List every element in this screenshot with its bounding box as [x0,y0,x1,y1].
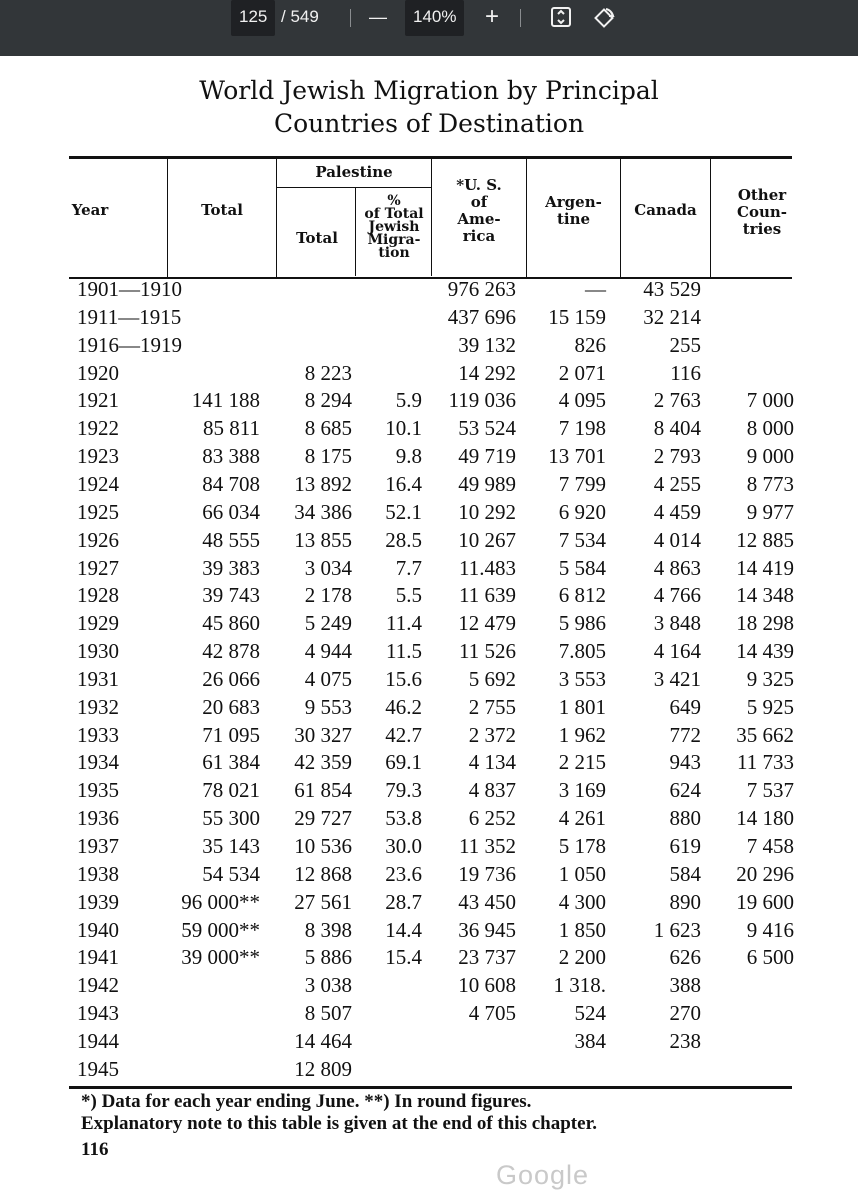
row-year: 1928 [77,583,119,608]
header-year: Year [71,201,109,219]
table-cell-argentine: 5 584 [558,555,606,580]
header-palestine-percent: % of Total Jewish Migra- tion [364,193,424,261]
table-cell-argentine: 1 962 [558,722,606,747]
table-cell-pal-pct: 69.1 [385,750,422,775]
row-year: 1932 [77,694,119,719]
table-cell-argentine: 524 [574,1001,606,1026]
table-cell-pal-total: 30 327 [294,722,352,747]
table-cell-pal-pct: 5.5 [395,583,422,608]
header-us: *U. S. of Ame- rica [456,176,502,245]
table-cell-other: 7 458 [746,834,794,858]
table-cell-canada: 270 [669,1001,701,1026]
table-cell-argentine: 4 261 [558,806,606,831]
row-year: 1926 [77,527,119,552]
table-cell-pal-total: 13 892 [294,471,352,496]
table-cell-pal-total: 8 175 [304,444,352,469]
table-cell-argentine: 4 095 [558,388,606,413]
row-year: 1940 [77,917,119,942]
header-palestine: Palestine [315,163,393,181]
row-year: 1936 [77,806,119,831]
table-cell-argentine: 13 701 [548,444,606,469]
page-number: 116 [81,1139,109,1160]
table-cell-other: 14 348 [736,583,794,608]
table-cell-canada: 619 [669,834,701,858]
table-cell-total: 96 000** [181,889,260,914]
table-cell-other [654,1000,794,1027]
table-cell-other: 7 537 [746,778,794,803]
table-cell-pal-pct: 16.4 [385,471,422,496]
table-cell-other: 9 325 [746,666,794,691]
table-cell-total: 141 188 [191,388,260,413]
table-cell-us: 14 292 [458,360,516,385]
header-total: Total [201,201,243,219]
table-cell-canada: 8 404 [653,416,701,441]
table-cell-canada: 43 529 [643,277,701,301]
table-cell-pal-pct: 11.5 [386,639,422,664]
table-cell-pal-total: 12 809 [294,1056,352,1081]
table-cell-argentine: 1 050 [558,861,606,886]
table-cell-pal-total: 42 359 [294,750,352,775]
document-title-line2: Countries of Destination [273,109,585,138]
table-cell-other: 19 600 [736,889,794,914]
table-bottom-rule [69,1086,792,1089]
row-year: 1924 [77,471,119,496]
pdf-toolbar [0,0,858,56]
table-cell-canada: 584 [669,861,701,886]
column-divider [167,158,168,278]
table-cell-canada: 4 164 [653,639,701,664]
row-year: 1942 [77,973,119,998]
row-year: 1934 [77,750,119,775]
table-cell-pal-pct: 46.2 [385,694,422,719]
table-cell-pal-total: 34 386 [294,499,352,524]
table-cell-other: 18 298 [736,611,794,636]
table-cell-us: 10 608 [458,973,516,998]
table-cell-total: 39 383 [202,555,260,580]
table-cell-pal-pct: 53.8 [385,806,422,831]
table-cell-canada: 649 [669,694,701,719]
table-cell-total: 55 300 [202,806,260,831]
row-year: 1920 [77,360,119,385]
table-cell-pal-total: 5 249 [304,611,352,636]
table-cell-pal-pct: 10.1 [385,416,422,441]
table-cell-canada: 116 [670,360,701,385]
table-cell-argentine: 6 812 [558,583,606,608]
table-cell-pal-total: 14 464 [294,1028,352,1053]
row-year: 1941 [77,945,119,970]
table-cell-us: 49 719 [458,444,516,469]
table-cell-canada: 943 [669,750,701,775]
table-cell-other: 11 733 [737,750,794,775]
table-cell-total: 83 388 [202,444,260,469]
table-cell-pal-total: 8 507 [304,1001,352,1026]
row-year: 1933 [77,722,119,747]
table-cell-canada: 238 [669,1028,701,1053]
table-cell-pal-total: 29 727 [294,806,352,831]
table-cell-pal-total: 8 294 [304,388,352,413]
row-year: 1922 [77,416,119,441]
row-year: 1944 [77,1028,119,1053]
table-cell-argentine: 15 159 [548,304,606,329]
table-cell-us: 19 736 [458,861,516,886]
table-cell-argentine: 7.805 [558,639,606,664]
table-cell-other [654,304,794,331]
table-cell-canada: 32 214 [643,304,701,329]
table-cell-pal-pct: 11.4 [386,611,422,636]
table-cell-us: 11 352 [459,834,516,858]
table-cell-total: 39 000** [181,945,260,970]
table-cell-us: 49 989 [458,471,516,496]
table-cell-other: 12 885 [736,527,794,552]
table-cell-other: 6 500 [746,945,794,970]
table-cell-canada: 4 863 [653,555,701,580]
table-cell-argentine: 2 071 [558,360,606,385]
table-cell-us: 39 132 [458,332,516,357]
table-cell-other [654,972,794,999]
table-cell-pal-total: 27 561 [294,889,352,914]
table-cell-pal-total: 10 536 [294,834,352,858]
table-cell-pal-total: 5 886 [304,945,352,970]
table-cell-total: 61 384 [202,750,260,775]
table-cell-canada: 2 763 [653,388,701,413]
table-cell-other: 9 416 [746,917,794,942]
table-cell-pal-pct: 42.7 [385,722,422,747]
table-cell-us: 4 705 [468,1001,516,1026]
row-year: 1901—1910 [77,277,182,301]
table-cell-other: 9 977 [746,499,794,524]
row-year: 1938 [77,861,119,886]
table-cell-total: 42 878 [202,639,260,664]
header-other: Other Coun- tries [737,186,787,238]
table-cell-argentine: 1 801 [558,694,606,719]
table-cell-us: 4 837 [468,778,516,803]
google-watermark: Google [496,1160,590,1190]
table-cell-other [654,1028,794,1055]
table-cell-other [654,276,794,303]
table-cell-pal-total: 4 075 [304,666,352,691]
zoom-in-button[interactable]: + [485,3,500,30]
table-cell-argentine: 1 850 [558,917,606,942]
table-cell-other: 9 000 [746,444,794,469]
table-cell-pal-total: 8 685 [304,416,352,441]
table-cell-pal-pct: 5.9 [395,388,422,413]
table-cell-argentine: 5 178 [558,834,606,858]
table-cell-canada: 880 [669,806,701,831]
table-cell-canada: 4 766 [653,583,701,608]
table-cell-total: 20 683 [202,694,260,719]
table-cell-other [654,360,794,387]
table-cell-argentine: 7 198 [558,416,606,441]
table-cell-pal-total: 3 038 [304,973,352,998]
header-palestine-total: Total [296,229,338,247]
page-count: / 549 [281,7,319,26]
table-cell-us: 2 372 [468,722,516,747]
toolbar-divider [350,9,351,27]
table-cell-canada: 3 421 [653,666,701,691]
table-cell-us: 437 696 [447,304,516,329]
table-cell-canada: 624 [669,778,701,803]
table-cell-total: 45 860 [202,611,260,636]
table-cell-total: 48 555 [202,527,260,552]
table-cell-us: 976 263 [447,277,516,301]
table-cell-us: 36 945 [458,917,516,942]
row-year: 1923 [77,444,119,469]
table-cell-argentine: 3 553 [558,666,606,691]
table-cell-us: 23 737 [458,945,516,970]
table-cell-canada: 255 [669,332,701,357]
zoom-level-input[interactable]: 140% [405,0,464,36]
table-cell-total: 54 534 [202,861,260,886]
table-cell-pal-pct: 52.1 [385,499,422,524]
table-cell-other: 14 180 [736,806,794,831]
table-cell-canada: 4 014 [653,527,701,552]
table-cell-argentine: 7 534 [558,527,606,552]
table-cell-other: 14 419 [736,555,794,580]
table-cell-pal-pct: 14.4 [385,917,422,942]
table-cell-total: 84 708 [202,471,260,496]
toolbar-divider [520,9,521,27]
table-cell-pal-total: 3 034 [304,555,352,580]
table-cell-total: 71 095 [202,722,260,747]
row-year: 1945 [77,1056,119,1081]
header-canada: Canada [634,201,697,219]
table-cell-us: 53 524 [458,416,516,441]
table-cell-total: 78 021 [202,778,260,803]
row-year: 1943 [77,1001,119,1026]
table-cell-us: 11 526 [459,639,516,664]
table-cell-pal-pct: 15.4 [385,945,422,970]
table-cell-argentine: 2 215 [558,750,606,775]
row-year: 1921 [77,388,119,413]
table-cell-other: 35 662 [736,722,794,747]
table-cell-total: 35 143 [202,834,260,858]
footnote-data-note: *) Data for each year ending June. **) In round figures. [81,1091,532,1112]
row-year: 1927 [77,555,119,580]
table-cell-pal-total: 8 223 [304,360,352,385]
table-cell-canada: 890 [669,889,701,914]
table-cell-pal-pct: 7.7 [395,555,422,580]
row-year: 1929 [77,611,119,636]
table-cell-total: 59 000** [181,917,260,942]
table-cell-argentine: 7 799 [558,471,606,496]
table-cell-argentine: 1 318. [553,973,606,998]
table-cell-total: 39 743 [202,583,260,608]
table-cell-us: 4 134 [468,750,516,775]
table-cell-other: 8 773 [746,471,794,496]
table-cell-us: 10 267 [458,527,516,552]
row-year: 1911—1915 [77,304,182,329]
table-cell-argentine: 826 [574,332,606,357]
table-cell-pal-total: 8 398 [304,917,352,942]
row-year: 1935 [77,778,119,803]
table-cell-us: 10 292 [458,499,516,524]
table-cell-total: 66 034 [202,499,260,524]
table-cell-total: 85 811 [203,416,260,441]
row-year: 1925 [77,499,119,524]
table-cell-other: 7 000 [746,388,794,413]
table-cell-us: 6 252 [468,806,516,831]
table-cell-us: 12 479 [458,611,516,636]
row-year: 1930 [77,639,119,664]
table-cell-us: 11 639 [459,583,516,608]
table-cell-canada: 3 848 [653,611,701,636]
row-year: 1939 [77,889,119,914]
table-cell-pal-total: 61 854 [294,778,352,803]
table-cell-pal-total: 12 868 [294,861,352,886]
table-cell-argentine: 2 200 [558,945,606,970]
table-cell-pal-pct: 30.0 [385,834,422,858]
table-cell-other: 8 000 [746,416,794,441]
table-cell-pal-total: 4 944 [304,639,352,664]
table-cell-us: 2 755 [468,694,516,719]
table-cell-other: 20 296 [736,861,794,886]
table-cell-other: 14 439 [736,639,794,664]
fit-page-icon[interactable] [550,6,574,30]
table-cell-other [654,332,794,359]
table-cell-canada: 388 [669,973,701,998]
table-cell-pal-total: 9 553 [304,694,352,719]
table-cell-argentine: — [585,277,606,301]
rotate-icon[interactable] [592,6,616,30]
table-cell-pal-pct: 28.5 [385,527,422,552]
table-cell-total: 26 066 [202,666,260,691]
header-argentine: Argen- tine [545,193,602,228]
table-cell-canada: 4 459 [653,499,701,524]
table-cell-us: 43 450 [458,889,516,914]
table-cell-pal-total: 13 855 [294,527,352,552]
table-cell-argentine: 384 [574,1028,606,1053]
table-cell-canada: 1 623 [653,917,701,942]
table-cell-pal-pct: 23.6 [385,861,422,886]
document-title-line1: World Jewish Migration by Principal [199,76,659,105]
table-cell-us: 5 692 [468,666,516,691]
table-cell-pal-total: 2 178 [304,583,352,608]
table-cell-argentine: 6 920 [558,499,606,524]
table-cell-us: 119 036 [448,388,516,413]
table-cell-argentine: 3 169 [558,778,606,803]
page-number-input[interactable]: 125 [231,0,275,36]
row-year: 1937 [77,834,119,858]
table-cell-canada: 626 [669,945,701,970]
table-cell-pal-pct: 79.3 [385,778,422,803]
row-year: 1931 [77,666,119,691]
table-cell-argentine: 4 300 [558,889,606,914]
table-cell-us: 11.483 [459,555,516,580]
table-cell-other [654,1056,794,1083]
table-cell-pal-pct: 9.8 [395,444,422,469]
zoom-out-button[interactable]: — [369,7,387,27]
footnote-explanatory: Explanatory note to this table is given at the end of this chapter. [81,1113,598,1134]
table-cell-other: 5 925 [746,694,794,719]
table-cell-pal-pct: 28.7 [385,889,422,914]
table-cell-canada: 772 [669,722,701,747]
table-cell-canada: 2 793 [653,444,701,469]
table-cell-pal-pct: 15.6 [385,666,422,691]
row-year: 1916—1919 [77,332,182,357]
table-cell-canada: 4 255 [653,471,701,496]
table-cell-argentine: 5 986 [558,611,606,636]
